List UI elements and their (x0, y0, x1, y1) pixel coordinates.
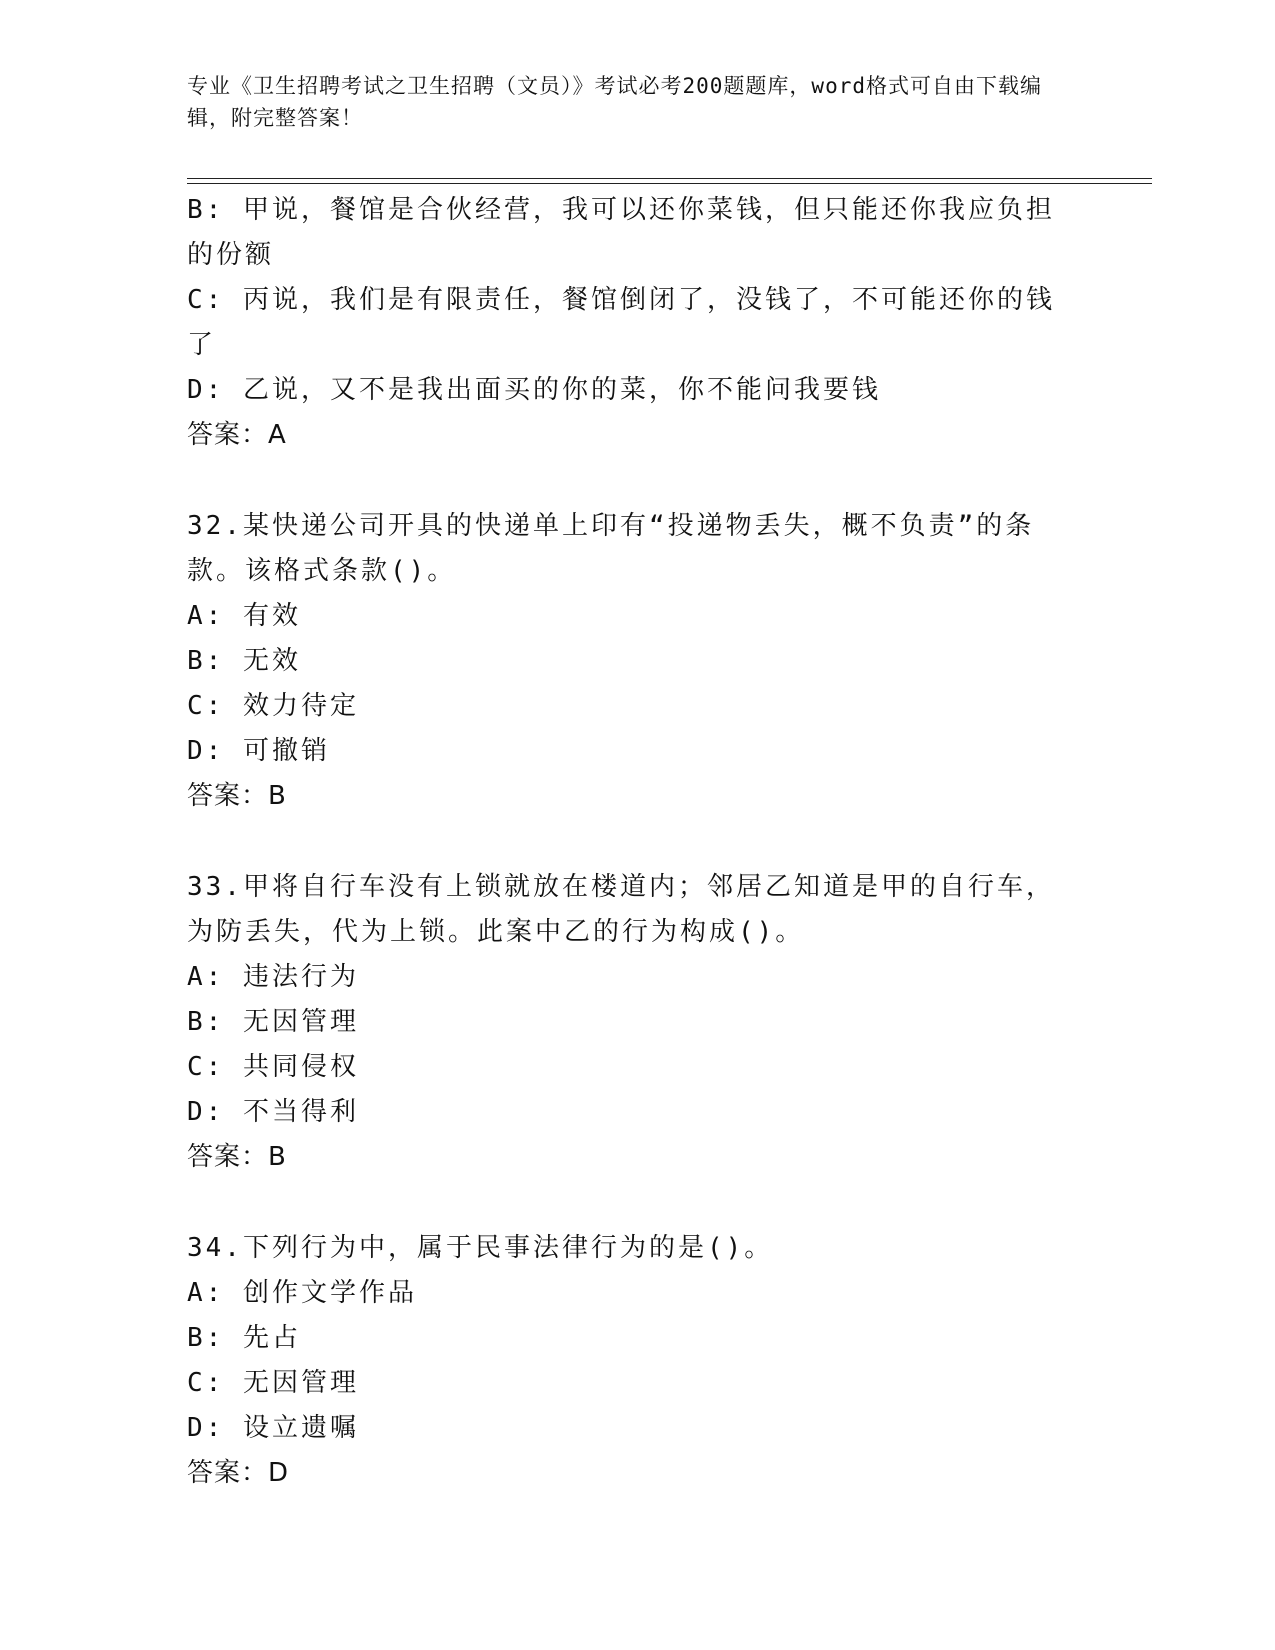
question-34 (187, 1226, 1077, 1496)
answer-line: 答案：A (187, 420, 287, 450)
header-rule-bottom (187, 183, 1152, 184)
option-d: D: 乙说，又不是我出面买的你的菜，你不能问我要钱 (187, 375, 881, 405)
option-b: B: 无因管理 (187, 1007, 359, 1037)
option-c: C: 无因管理 (187, 1368, 359, 1398)
answer-line: 答案：B (187, 1142, 287, 1172)
option-d: D: 可撤销 (187, 736, 330, 766)
document-header: 专业《卫生招聘考试之卫生招聘（文员）》考试必考200题题库，word格式可自由下载编辑，附完整答案！ (187, 74, 1042, 130)
option-d: D: 设立遗嘱 (187, 1413, 359, 1443)
question-list (187, 188, 1077, 1496)
question-text: 32.某快递公司开具的快递单上印有“投递物丢失，概不负责”的条款。该格式条款()。 (187, 511, 1035, 586)
question-text: 34.下列行为中，属于民事法律行为的是()。 (187, 1233, 774, 1263)
option-b: B: 无效 (187, 646, 301, 676)
header-rule-top (187, 178, 1152, 179)
partial-question (187, 188, 1077, 458)
option-a: A: 有效 (187, 601, 301, 631)
option-b: B: 先占 (187, 1323, 301, 1353)
option-d: D: 不当得利 (187, 1097, 359, 1127)
answer-line: 答案：D (187, 1458, 290, 1488)
answer-line: 答案：B (187, 781, 287, 811)
question-33 (187, 865, 1077, 1180)
option-c: C: 共同侵权 (187, 1052, 359, 1082)
option-a: A: 创作文学作品 (187, 1278, 417, 1308)
option-a: A: 违法行为 (187, 962, 359, 992)
option-c: C: 效力待定 (187, 691, 359, 721)
question-32 (187, 504, 1077, 819)
option-c: C: 丙说，我们是有限责任，餐馆倒闭了，没钱了，不可能还你的钱了 (187, 285, 1055, 360)
question-text: 33.甲将自行车没有上锁就放在楼道内；邻居乙知道是甲的自行车，为防丢失，代为上锁。此案中乙的行为构成()。 (187, 872, 1055, 947)
option-b: B: 甲说，餐馆是合伙经营，我可以还你菜钱，但只能还你我应负担的份额 (187, 195, 1055, 270)
